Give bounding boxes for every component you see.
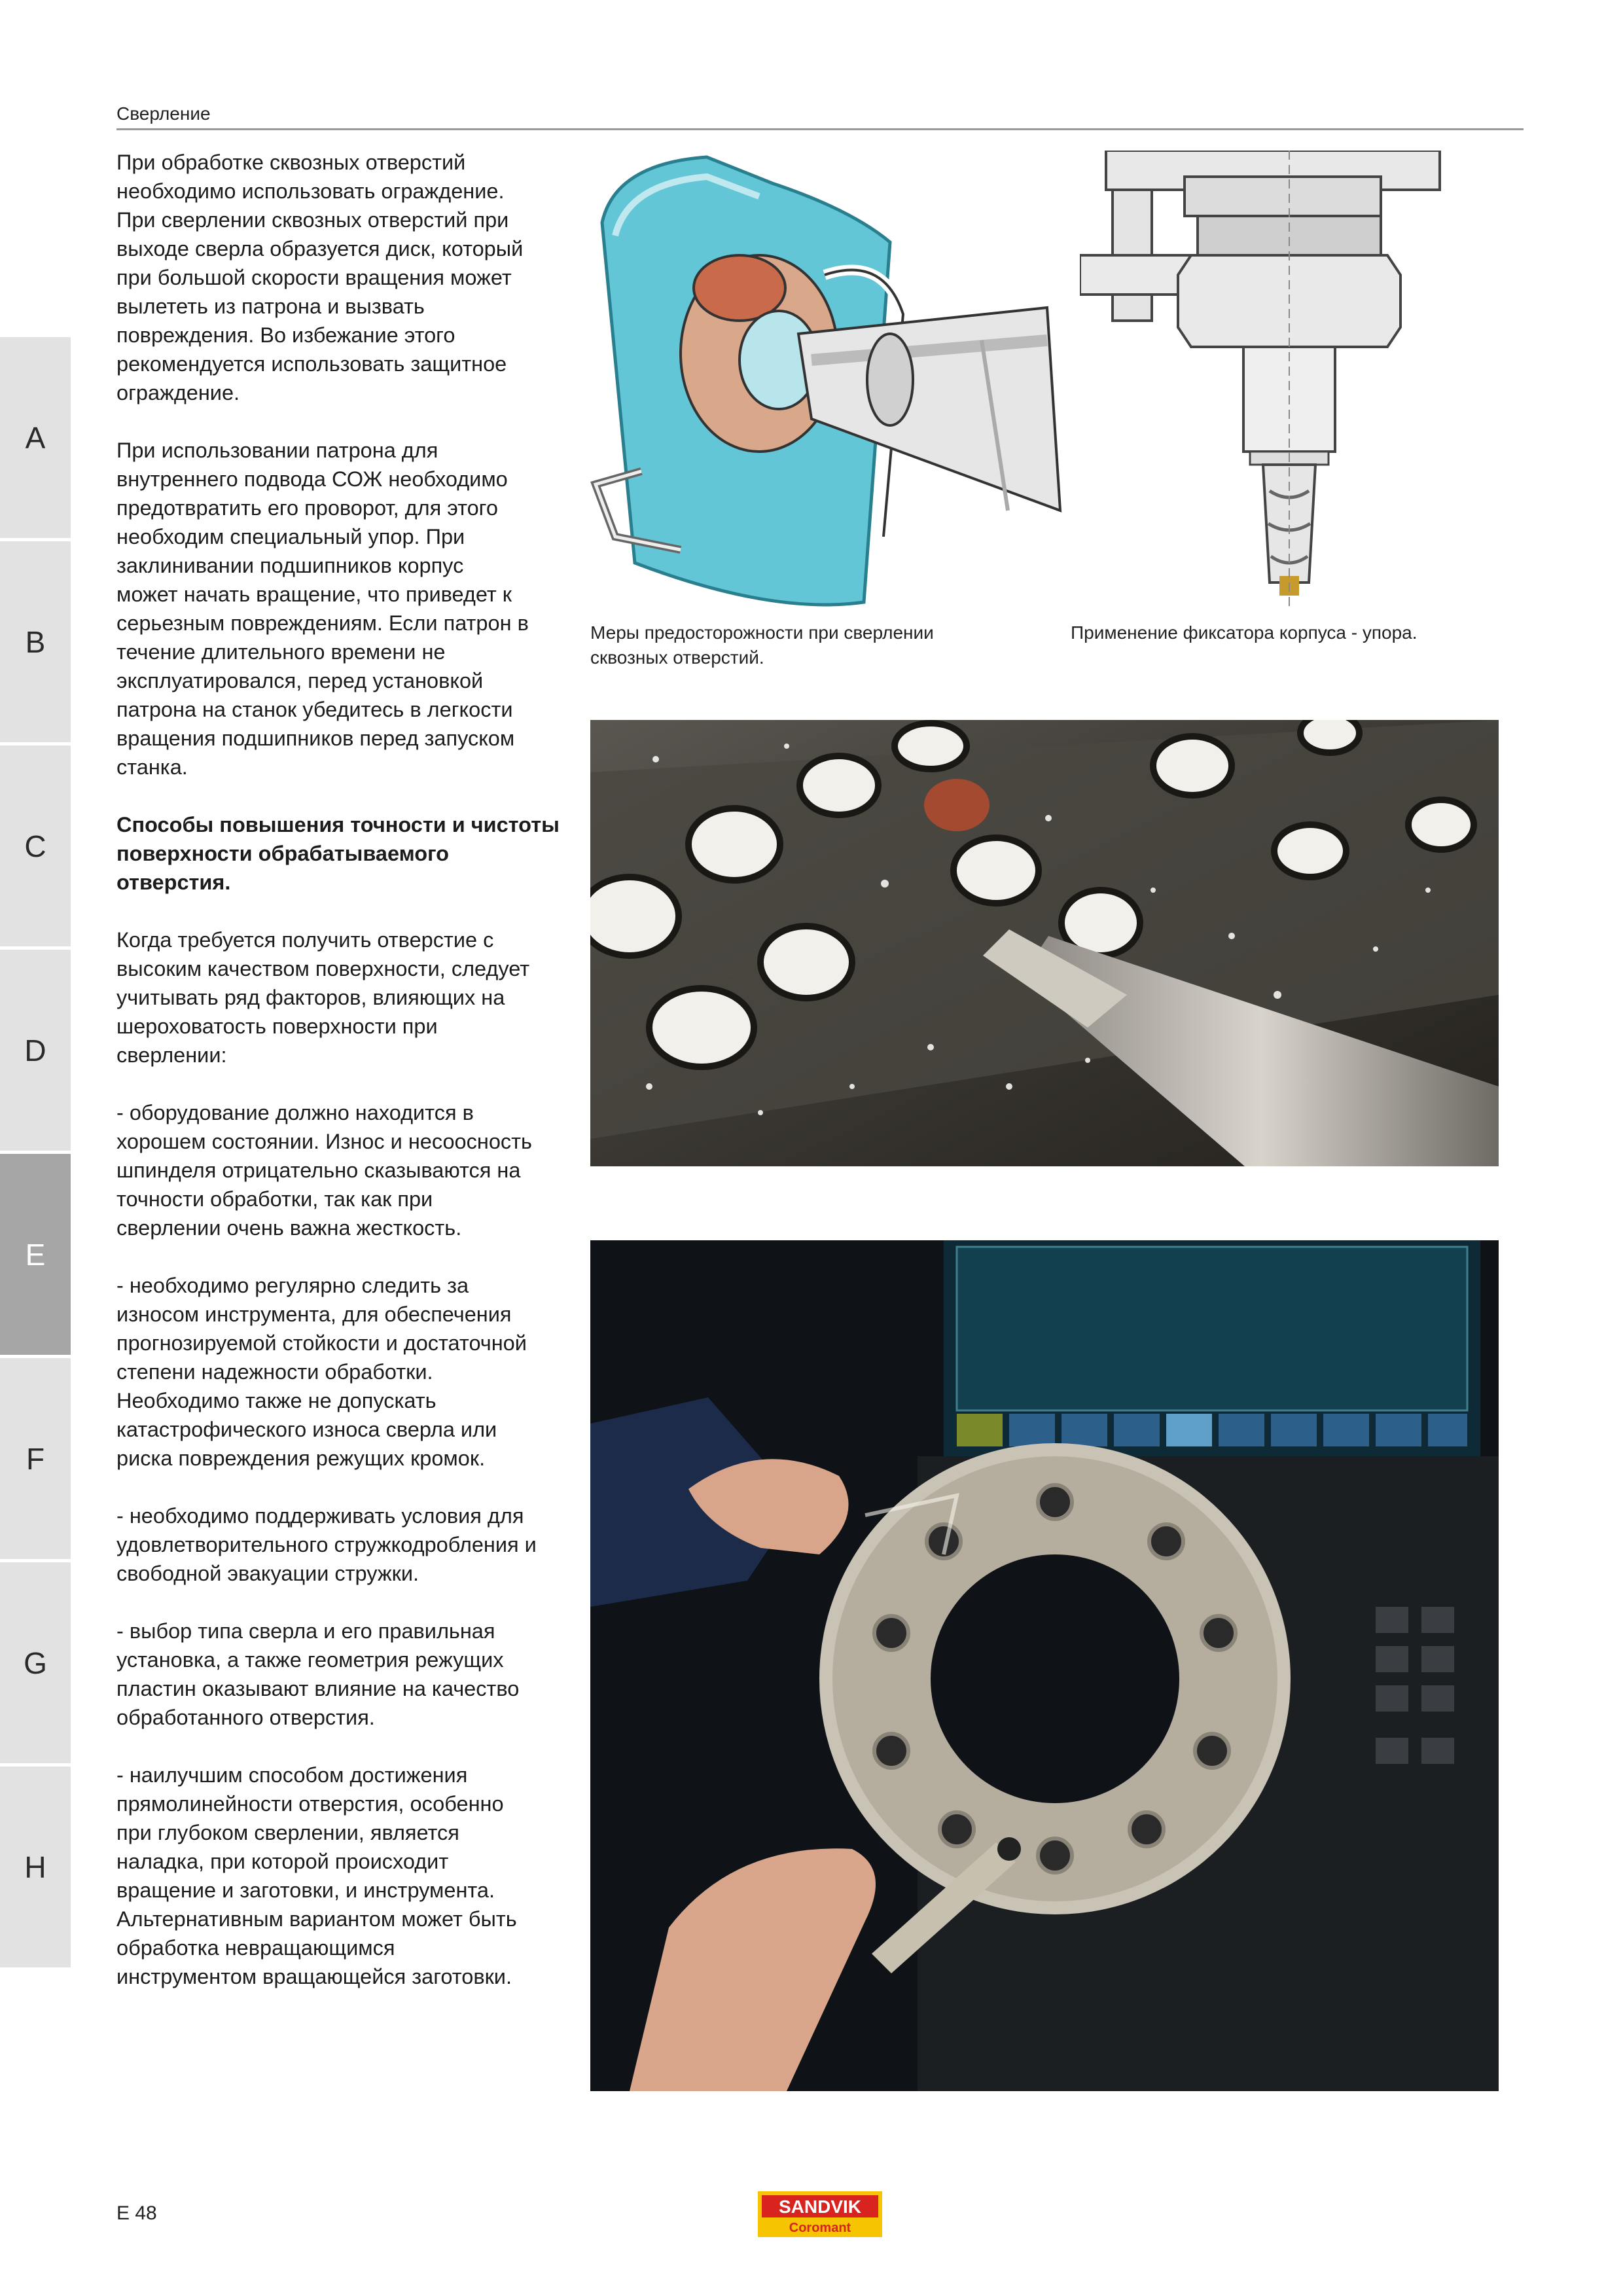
stop-illustration	[1080, 151, 1472, 609]
header-divider	[116, 128, 1524, 130]
logo-top-text: SANDVIK	[778, 2197, 862, 2217]
logo-bottom-text: Coromant	[789, 2221, 851, 2235]
body-text	[116, 148, 562, 2020]
guard-illustration	[576, 144, 1073, 615]
section-tab-b[interactable]: B	[0, 541, 71, 742]
section-tab-h[interactable]: H	[0, 1767, 71, 1967]
stop-caption: Применение фиксатора корпуса - упора.	[1071, 622, 1418, 643]
list-item-chip-control: - необходимо поддерживать условия для удовлетворительного стружкодробления и свободной эвакуации стружки.	[116, 1504, 537, 1585]
section-tab-d[interactable]: D	[0, 950, 71, 1151]
section-tab-c[interactable]: C	[0, 745, 71, 946]
list-item-equipment: - оборудование должно находится в хорошем состоянии. Износ и несоосность шпинделя отрицательно сказываются на точности обработки, так как при сверлении очень важна жесткость.	[116, 1101, 532, 1240]
list-item-straightness: - наилучшим способом достижения прямолинейности отверстия, особенно при глубоком сверлении, является наладка, при которой происходит вращение и заготовки, и инструмента. Альтернативным вариантом может быть обработка невращающимся инструментом вращающейся заготовки.	[116, 1763, 517, 1988]
page-number: E 48	[116, 2202, 157, 2224]
section-tab-g[interactable]: G	[0, 1562, 71, 1763]
section-tabs	[0, 337, 71, 1971]
list-item-tool-wear: - необходимо регулярно следить за износом инструмента, для обеспечения прогнозируемой стойкости и достаточной степени надежности обработки. Необходимо также не допускать катастрофического износа сверла или риска повреждения режущих кромок.	[116, 1274, 527, 1470]
subheading: Способы повышения точности и чистоты поверхности обрабатываемого отверстия.	[116, 813, 560, 894]
drilling-photo	[590, 720, 1499, 1166]
sandvik-logo	[758, 2191, 882, 2237]
list-item-drill-selection: - выбор типа сверла и его правильная установка, а также геометрия режущих пластин оказывают влияние на качество обработанного отверстия.	[116, 1619, 520, 1729]
measurement-photo	[590, 1240, 1499, 2091]
monitor-softkeys	[957, 1414, 1467, 1446]
section-tab-a[interactable]: A	[0, 337, 71, 538]
section-tab-e[interactable]: E	[0, 1154, 71, 1355]
paragraph-chuck: При использовании патрона для внутреннего подвода СОЖ необходимо предотвратить его проворот, для этого необходим специальный упор. При заклинивании подшипников корпус может начать вращение, что приведет к серьезным повреждениям. Если патрон в течение длительного времени не эксплуатировался, перед установкой патрона на станок убедитесь в легкости вращения подшипников перед запуском станка.	[116, 439, 529, 779]
section-title: Сверление	[116, 103, 211, 124]
paragraph-intro: Когда требуется получить отверстие с высоким качеством поверхности, следует учитывать ряд факторов, влияющих на шероховатость поверхности при сверлении:	[116, 928, 530, 1067]
paragraph-guard: При обработке сквозных отверстий необходимо использовать ограждение. При сверлении сквозных отверстий при выходе сверла образуется диск, который при большой скорости вращения может вылететь из патрона и вызвать повреждения. Во избежание этого рекомендуется использовать защитное ограждение.	[116, 151, 524, 404]
section-tab-f[interactable]: F	[0, 1358, 71, 1559]
guard-caption: Меры предосторожности при сверлении сквозных отверстий.	[590, 622, 934, 668]
